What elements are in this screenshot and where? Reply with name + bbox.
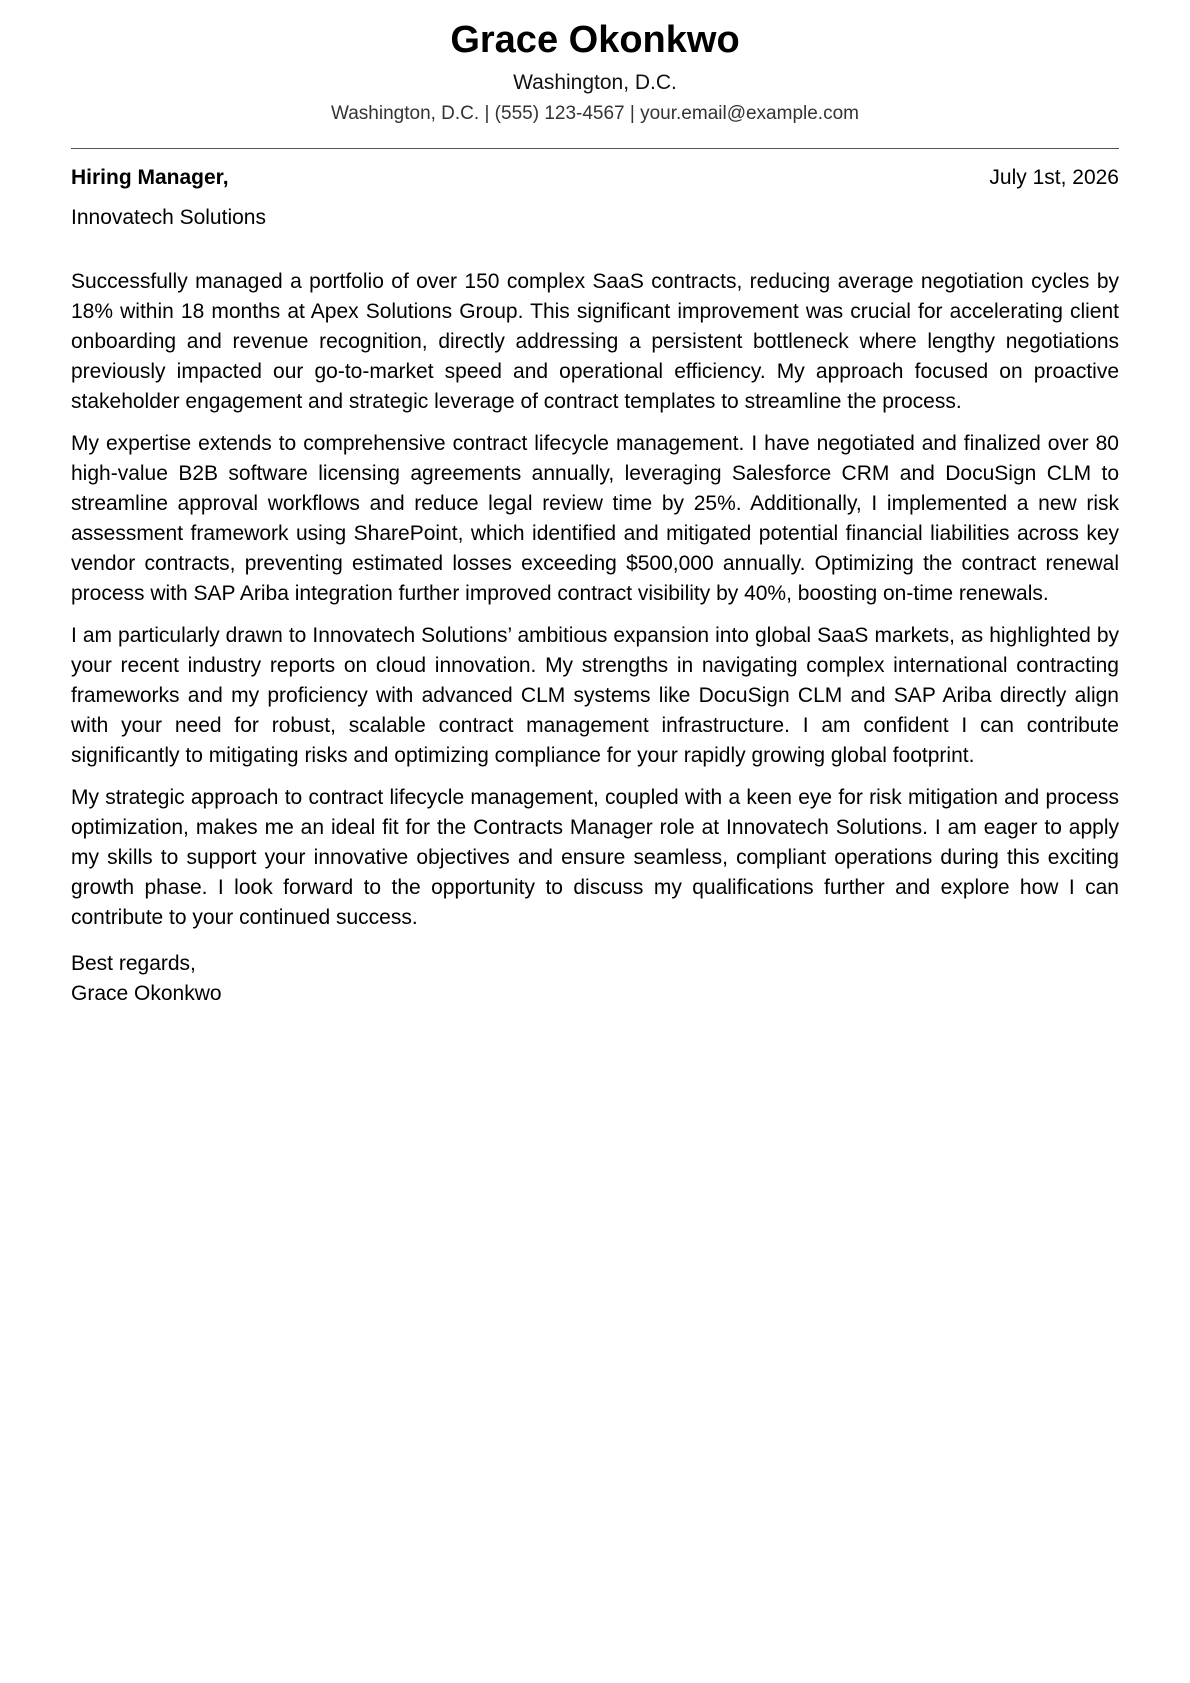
recipient-company: Innovatech Solutions [71, 206, 266, 229]
closing-phrase: Best regards, [71, 952, 196, 975]
header-divider [71, 148, 1119, 149]
letter-closing-block [71, 949, 1119, 1009]
applicant-name: Grace Okonkwo [450, 19, 740, 61]
body-paragraph-3: I am particularly drawn to Innovatech Solutions’ ambitious expansion into global SaaS markets, as highlighted by your recent industry reports on cloud innovation. My strengths in navigating complex international contracting frameworks and my proficiency with advanced CLM systems like DocuSign CLM and SAP Ariba directly align with your need for robust, scalable contract management infrastructure. I am confident I can contribute significantly to mitigating risks and optimizing compliance for your rapidly growing global footprint. [71, 624, 1119, 767]
body-paragraph-4: My strategic approach to contract lifecycle management, coupled with a keen eye for risk mitigation and process optimization, makes me an ideal fit for the Contracts Manager role at Innovatech Solutions. I am eager to apply my skills to support your innovative objectives and ensure seamless, compliant operations during this exciting growth phase. I look forward to the opportunity to discuss my qualifications further and explore how I can contribute to your continued success. [71, 786, 1119, 929]
letter-date: July 1st, 2026 [989, 166, 1119, 189]
applicant-contact-line: Washington, D.C. | (555) 123-4567 | your.email@example.com [331, 103, 859, 124]
applicant-location: Washington, D.C. [513, 71, 677, 94]
recipient-date-row [71, 163, 1119, 193]
signature-name: Grace Okonkwo [71, 982, 222, 1005]
recipient-salutation: Hiring Manager, [71, 166, 229, 189]
body-paragraph-1: Successfully managed a portfolio of over 150 complex SaaS contracts, reducing average negotiation cycles by 18% within 18 months at Apex Solutions Group. This significant improvement was crucial for accelerating client onboarding and revenue recognition, directly addressing a persistent bottleneck where lengthy negotiations previously impacted our go-to-market speed and operational efficiency. My approach focused on proactive stakeholder engagement and strategic leverage of contract templates to streamline the process. [71, 270, 1119, 413]
letter-header [71, 0, 1119, 127]
body-paragraph-2: My expertise extends to comprehensive contract lifecycle management. I have negotiated and finalized over 80 high-value B2B software licensing agreements annually, leveraging Salesforce CRM and DocuSign CLM to streamline approval workflows and reduce legal review time by 25%. Additionally, I implemented a new risk assessment framework using SharePoint, which identified and mitigated potential financial liabilities across key vendor contracts, preventing estimated losses exceeding $500,000 annually. Optimizing the contract renewal process with SAP Ariba integration further improved contract visibility by 40%, boosting on-time renewals. [71, 432, 1119, 605]
letter-body [71, 267, 1119, 933]
